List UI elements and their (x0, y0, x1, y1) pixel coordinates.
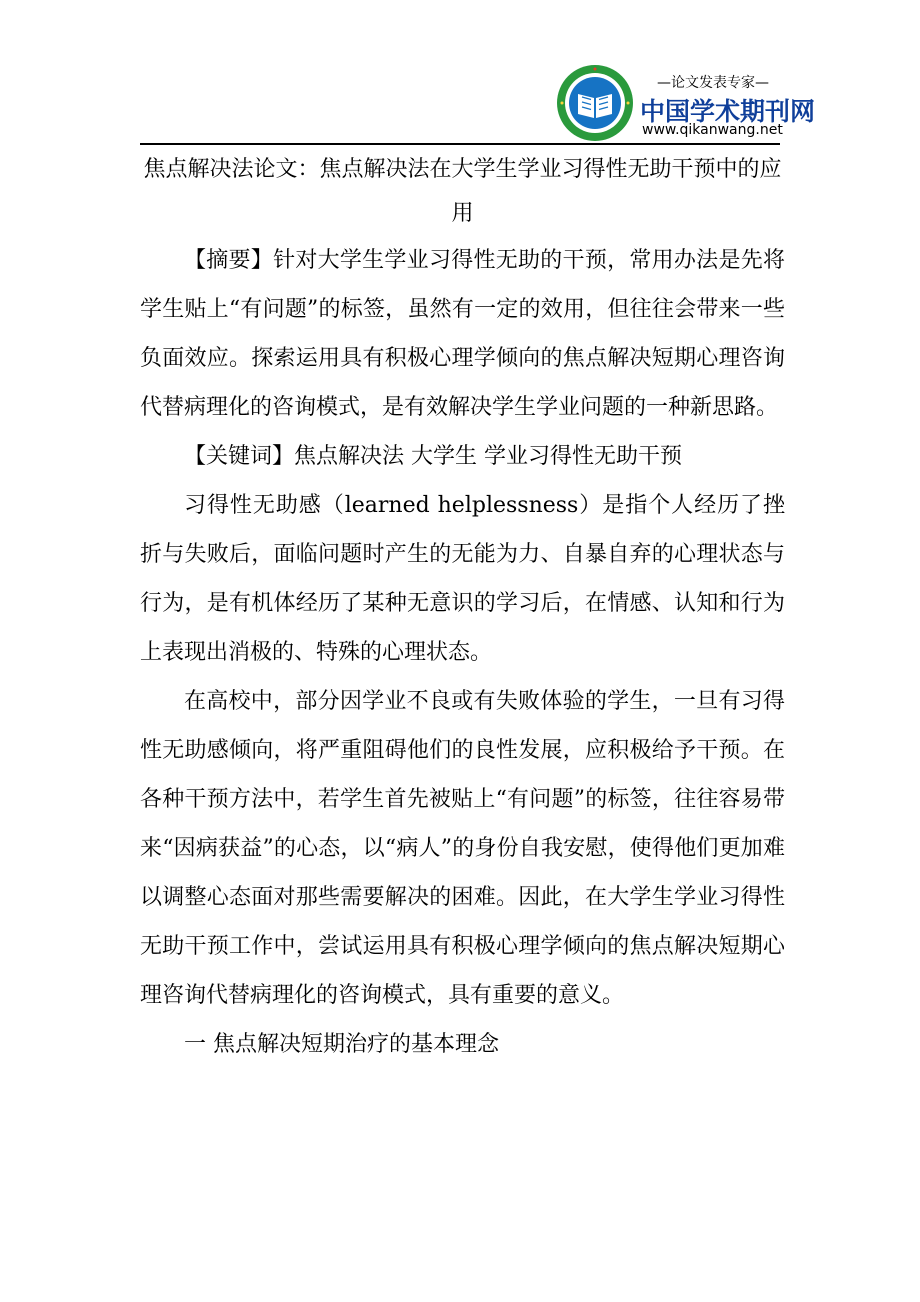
header-divider (140, 143, 780, 145)
site-logo (556, 64, 816, 144)
document-body (140, 148, 785, 1069)
section-heading: 一 焦点解决短期治疗的基本理念 (184, 1032, 499, 1057)
logo-url[interactable]: www.qikanwang.net (642, 122, 783, 138)
body-paragraph: 习得性无助感（learned helplessness）是指个人经历了挫折与失败后，面临问题时产生的无能为力、自暴自弃的心理状态与行为，是有机体经历了某种无意识的学习后，在情感、认知和行为上表现出消极的、特殊的心理状态。 (140, 493, 785, 665)
body-paragraph: 在高校中，部分因学业不良或有失败体验的学生，一旦有习得性无助感倾向，将严重阻碍他们的良性发展，应积极给予干预。在各种干预方法中，若学生首先被贴上“有问题”的标签，往往容易带来“因病获益”的心态，以“病人”的身份自我安慰，使得他们更加难以调整心态面对那些需要解决的困难。因此，在大学生学业习得性无助干预工作中，尝试运用具有积极心理学倾向的焦点解决短期心理咨询代替病理化的咨询模式，具有重要的意义。 (140, 689, 785, 1008)
logo-tagline: —论文发表专家— (657, 75, 769, 91)
logo-site-name: 中国学术期刊网 (640, 97, 816, 126)
logo-emblem-icon (556, 64, 634, 142)
keywords-line: 【关键词】焦点解决法 大学生 学业习得性无助干预 (184, 444, 682, 469)
document-title: 焦点解决法论文：焦点解决法在大学生学业习得性无助干预中的应用 (143, 157, 782, 226)
abstract-paragraph: 【摘要】针对大学生学业习得性无助的干预，常用办法是先将学生贴上“有问题”的标签，虽然有一定的效用，但往往会带来一些负面效应。探索运用具有积极心理学倾向的焦点解决短期心理咨询代替病理化的咨询模式，是有效解决学生学业问题的一种新思路。 (140, 248, 785, 420)
